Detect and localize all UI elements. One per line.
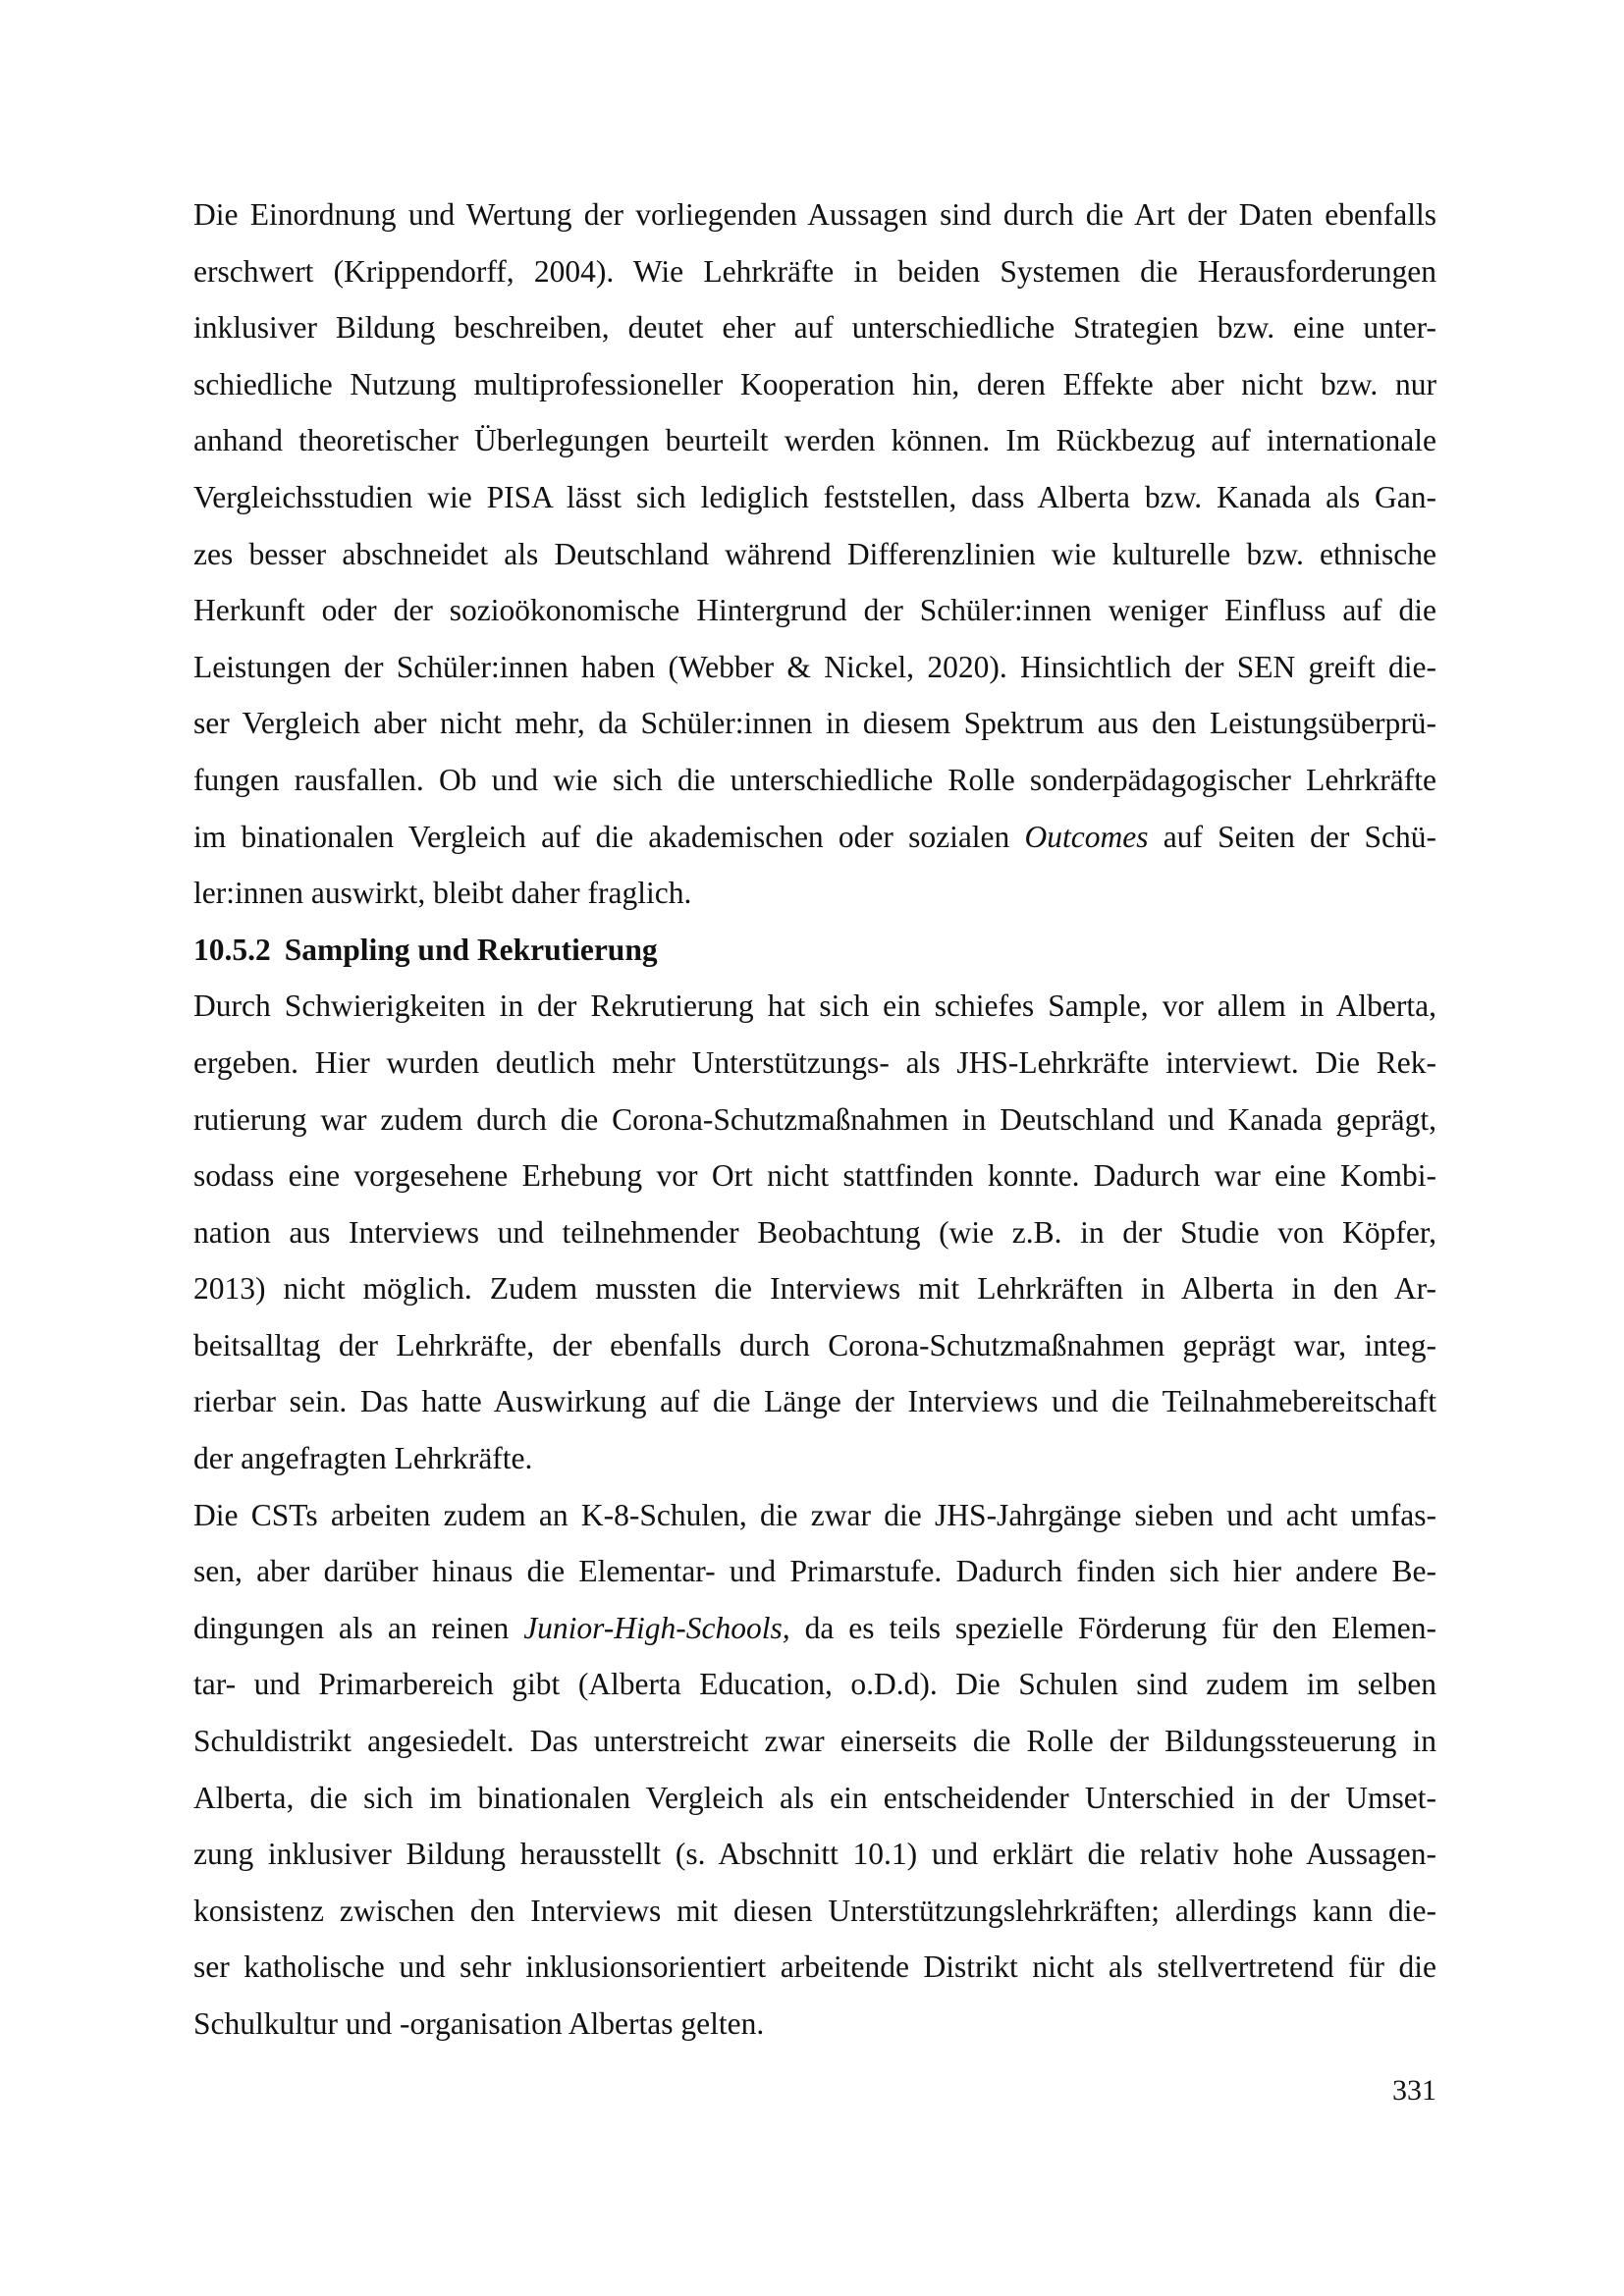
text-line: Leistungen der Schüler:innen haben (Webber & Nickel, 2020). Hinsichtlich der SEN greift die- bbox=[193, 649, 1436, 684]
text-line: zung inklusiver Bildung herausstellt (s. Abschnitt 10.1) und erklärt die relativ hohe Aussagen- bbox=[193, 1837, 1436, 1872]
section-heading bbox=[193, 922, 1436, 979]
italic-term-junior-high-schools: Junior-High-Schools, bbox=[523, 1610, 790, 1645]
text-line: rutierung war zudem durch die Corona-Schutzmaßnahmen in Deutschland und Kanada geprägt, bbox=[193, 1101, 1436, 1137]
text-line: Schuldistrikt angesiedelt. Das unterstreicht zwar einerseits die Rolle der Bildungssteuerung in bbox=[193, 1724, 1436, 1759]
text-line: Die Einordnung und Wertung der vorliegenden Aussagen sind durch die Art der Daten ebenfalls bbox=[193, 197, 1436, 232]
text-line: anhand theoretischer Überlegungen beurteilt werden können. Im Rückbezug auf internationale bbox=[193, 423, 1436, 458]
section-title: Sampling und Rekrutierung bbox=[284, 932, 658, 967]
text-line: sodass eine vorgesehene Erhebung vor Ort nicht stattfinden konnte. Dadurch war eine Kombi- bbox=[193, 1158, 1436, 1194]
text-line: inklusiver Bildung beschreiben, deutet eher auf unterschiedliche Strategien bzw. eine unter- bbox=[193, 310, 1436, 346]
text-line: Alberta, die sich im binationalen Vergleich als ein entscheidender Unterschied in der Umset- bbox=[193, 1780, 1436, 1815]
text-line: der angefragten Lehrkräfte. bbox=[193, 1441, 533, 1476]
text-line: ser katholische und sehr inklusionsorientiert arbeitende Distrikt nicht als stellvertretend für die bbox=[193, 1949, 1436, 1985]
text-line: tar- und Primarbereich gibt (Alberta Education, o.D.d). Die Schulen sind zudem im selben bbox=[193, 1667, 1436, 1702]
text-line: Die CSTs arbeiten zudem an K-8-Schulen, die zwar die JHS-Jahrgänge sieben und acht umfas- bbox=[193, 1497, 1436, 1532]
paragraph-3 bbox=[193, 1487, 1436, 2053]
text-line: ergeben. Hier wurden deutlich mehr Unterstützungs- als JHS-Lehrkräfte interviewt. Die Rek- bbox=[193, 1044, 1436, 1080]
text-line: beitsalltag der Lehrkräfte, der ebenfalls durch Corona-Schutzmaßnahmen geprägt war, integ- bbox=[193, 1327, 1436, 1362]
italic-term-outcomes: Outcomes bbox=[1024, 819, 1149, 854]
text-line-mixed bbox=[193, 809, 1436, 866]
text-line: konsistenz zwischen den Interviews mit diesen Unterstützungslehrkräften; allerdings kann die- bbox=[193, 1893, 1436, 1928]
text-line-mixed bbox=[193, 1600, 1436, 1657]
text-line: schiedliche Nutzung multiprofessioneller Kooperation hin, deren Effekte aber nicht bzw. nur bbox=[193, 366, 1436, 401]
text-line: nation aus Interviews und teilnehmender Beobachtung (wie z.B. in der Studie von Köpfer, bbox=[193, 1214, 1436, 1250]
text-line: erschwert (Krippendorff, 2004). Wie Lehrkräfte in beiden Systemen die Herausforderungen bbox=[193, 253, 1436, 289]
text-line: rierbar sein. Das hatte Auswirkung auf die Länge der Interviews und die Teilnahmebereitschaft bbox=[193, 1384, 1436, 1419]
text-segment: da es teils spezielle Förderung für den Elemen- bbox=[804, 1610, 1437, 1645]
text-segment: dingungen als an reinen bbox=[193, 1610, 510, 1645]
text-line: Herkunft oder der sozioökonomische Hintergrund der Schüler:innen weniger Einfluss auf die bbox=[193, 593, 1436, 628]
page-number: 331 bbox=[1392, 2074, 1436, 2107]
paragraph-2 bbox=[193, 978, 1436, 1486]
text-line: ler:innen auswirkt, bleibt daher fraglich. bbox=[193, 876, 692, 911]
text-line: zes besser abschneidet als Deutschland während Differenzlinien wie kulturelle bzw. ethnische bbox=[193, 536, 1436, 571]
text-line: ser Vergleich aber nicht mehr, da Schüler:innen in diesem Spektrum aus den Leistungsüberprü- bbox=[193, 706, 1436, 741]
paragraph-1 bbox=[193, 187, 1436, 922]
text-line: Vergleichsstudien wie PISA lässt sich lediglich feststellen, dass Alberta bzw. Kanada als Gan- bbox=[193, 479, 1436, 514]
text-line: Schulkultur und -organisation Albertas gelten. bbox=[193, 2006, 765, 2041]
text-line: fungen rausfallen. Ob und wie sich die unterschiedliche Rolle sonderpädagogischer Lehrkräfte bbox=[193, 762, 1436, 797]
text-segment: auf Seiten der Schü- bbox=[1163, 819, 1437, 854]
section-number: 10.5.2 bbox=[193, 932, 271, 967]
text-line: sen, aber darüber hinaus die Elementar- und Primarstufe. Dadurch finden sich hier andere Be- bbox=[193, 1554, 1436, 1589]
text-segment: im binationalen Vergleich auf die akademischen oder sozialen bbox=[193, 819, 1010, 854]
text-line: 2013) nicht möglich. Zudem mussten die Interviews mit Lehrkräften in Alberta in den Ar- bbox=[193, 1271, 1436, 1307]
page-body bbox=[193, 187, 1436, 2053]
text-line: Durch Schwierigkeiten in der Rekrutierung hat sich ein schiefes Sample, vor allem in Alberta, bbox=[193, 988, 1436, 1024]
